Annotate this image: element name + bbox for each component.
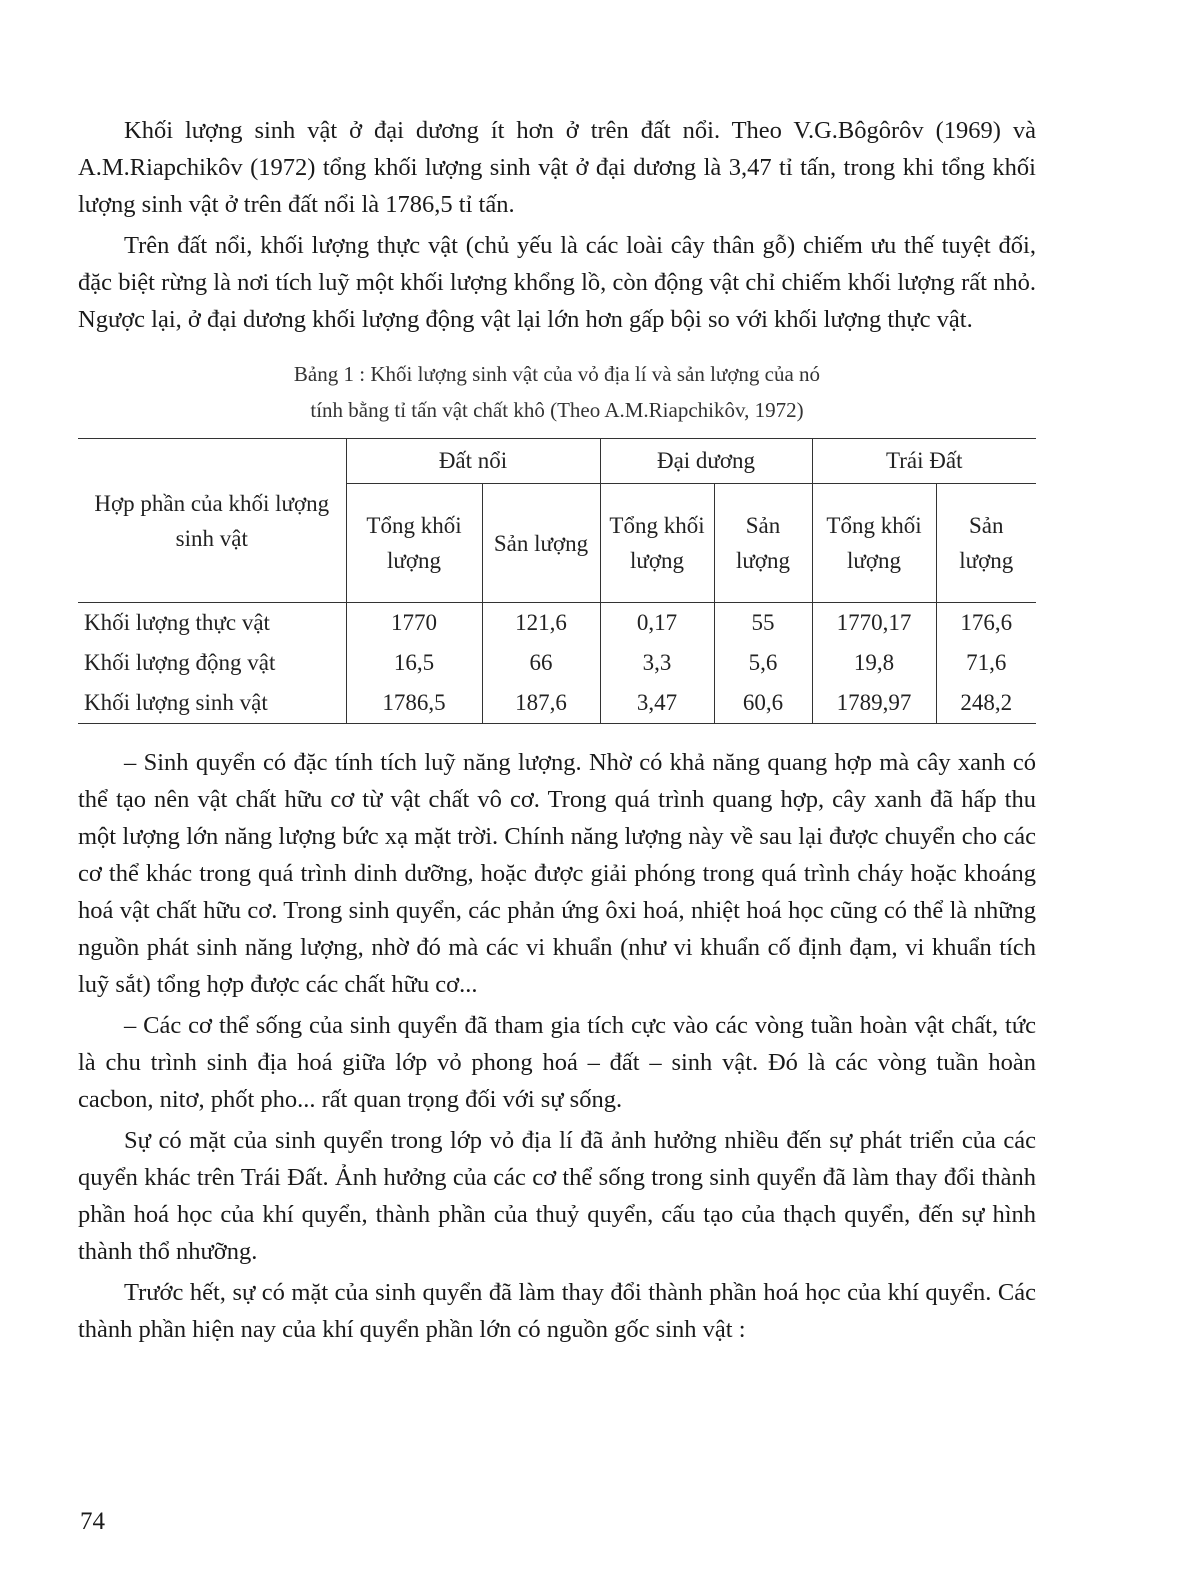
table-cell: 60,6 [714, 683, 812, 724]
table-cell: 71,6 [936, 643, 1036, 683]
table-cell: 5,6 [714, 643, 812, 683]
table-cell: 66 [482, 643, 600, 683]
table-cell: 176,6 [936, 603, 1036, 644]
paragraph: Khối lượng sinh vật ở đại dương ít hơn ở trên đất nổi. Theo V.G.Bôgôrôv (1969) và A.M.Riapchikôv (1972) tổng khối lượng sinh vật ở đại dương là 3,47 tỉ tấn, trong khi tổng khối lượng sinh vật ở trên đất nổi là 1786,5 tỉ tấn. [78, 117, 1036, 218]
sub-header-output: Sản lượng [482, 484, 600, 603]
table-cell: 19,8 [812, 643, 936, 683]
table-row [78, 683, 1036, 724]
biomass-table [78, 438, 1036, 724]
sub-header-output: Sản lượng [714, 484, 812, 603]
table-caption-line: Bảng 1 : Khối lượng sinh vật của vỏ địa lí và sản lượng của nó [293, 362, 821, 386]
table-cell: 55 [714, 603, 812, 644]
table-cell: 1789,97 [812, 683, 936, 724]
table-cell: 3,47 [600, 683, 714, 724]
sub-header-total: Tổng khối lượng [600, 484, 714, 603]
table-row [78, 643, 1036, 683]
table-cell: 187,6 [482, 683, 600, 724]
row-label: Khối lượng sinh vật [78, 683, 346, 724]
table-corner-header: Hợp phần của khối lượng sinh vật [78, 439, 346, 603]
table-row [78, 603, 1036, 644]
paragraph: – Sinh quyển có đặc tính tích luỹ năng lượng. Nhờ có khả năng quang hợp mà cây xanh có thể tạo nên vật chất hữu cơ từ vật chất vô cơ. Trong quá trình quang hợp, cây xanh đã hấp thu một lượng lớn năng lượng bức xạ mặt trời. Chính năng lượng này về sau lại được chuyển cho các cơ thể khác trong quá trình dinh dưỡng, hoặc được giải phóng trong quá trình cháy hoặc khoáng hoá vật chất hữu cơ. Trong sinh quyển, các phản ứng ôxi hoá, nhiệt hoá học cũng có thể là những nguồn phát sinh năng lượng, nhờ đó mà các vi khuẩn (như vi khuẩn cố định đạm, vi khuẩn tích luỹ sắt) tổng hợp được các chất hữu cơ... [78, 749, 1036, 998]
table-cell: 0,17 [600, 603, 714, 644]
table-cell: 248,2 [936, 683, 1036, 724]
table-caption-line: tính bằng tỉ tấn vật chất khô (Theo A.M.Riapchikôv, 1972) [310, 398, 804, 422]
page-number: 74 [80, 1508, 105, 1535]
sub-header-total: Tổng khối lượng [812, 484, 936, 603]
table-cell: 1770 [346, 603, 482, 644]
paragraph: Trên đất nổi, khối lượng thực vật (chủ yếu là các loài cây thân gỗ) chiếm ưu thế tuyệt đối, đặc biệt rừng là nơi tích luỹ một khối lượng khổng lồ, còn động vật chỉ chiếm khối lượng rất nhỏ. Ngược lại, ở đại dương khối lượng động vật lại lớn hơn gấp bội so với khối lượng thực vật. [78, 232, 1036, 333]
table-cell: 1770,17 [812, 603, 936, 644]
paragraph: – Các cơ thể sống của sinh quyển đã tham gia tích cực vào các vòng tuần hoàn vật chất, tức là chu trình sinh địa hoá giữa lớp vỏ phong hoá – đất – sinh vật. Đó là các vòng tuần hoàn cacbon, nitơ, phốt pho... rất quan trọng đối với sự sống. [78, 1012, 1036, 1113]
sub-header-output: Sản lượng [936, 484, 1036, 603]
table-caption [78, 356, 1036, 428]
row-label: Khối lượng thực vật [84, 610, 270, 635]
table-cell: 1786,5 [346, 683, 482, 724]
sub-header-total: Tổng khối lượng [346, 484, 482, 603]
table-cell: 121,6 [482, 603, 600, 644]
group-header: Trái Đất [812, 439, 1036, 484]
row-label: Khối lượng động vật [84, 650, 276, 675]
paragraph: Sự có mặt của sinh quyển trong lớp vỏ địa lí đã ảnh hưởng nhiều đến sự phát triển của các quyển khác trên Trái Đất. Ảnh hưởng của các cơ thể sống trong sinh quyển đã làm thay đổi thành phần hoá học của khí quyển, thành phần của thuỷ quyển, cấu tạo của thạch quyển, đến sự hình thành thổ nhưỡng. [78, 1127, 1036, 1265]
table-cell: 16,5 [346, 643, 482, 683]
group-header: Đất nổi [346, 439, 600, 484]
group-header: Đại dương [600, 439, 812, 484]
paragraph: Trước hết, sự có mặt của sinh quyển đã làm thay đổi thành phần hoá học của khí quyển. Các thành phần hiện nay của khí quyển phần lớn có nguồn gốc sinh vật : [78, 1279, 1036, 1343]
page-content [78, 112, 1036, 1348]
table-cell: 3,3 [600, 643, 714, 683]
